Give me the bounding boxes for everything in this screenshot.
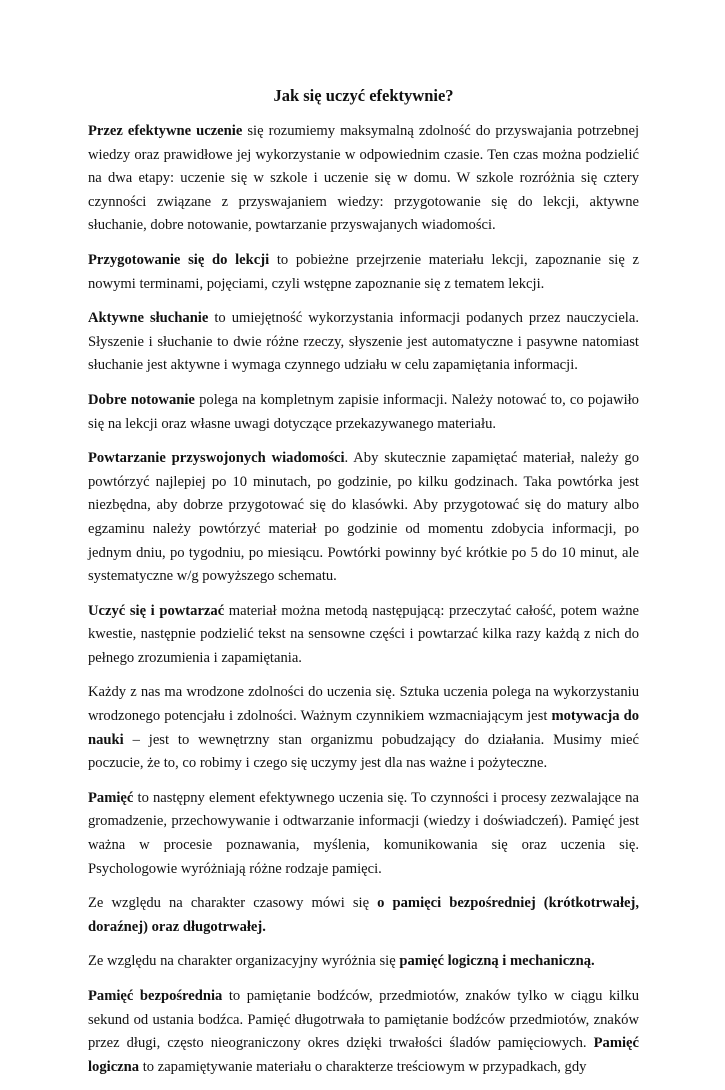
text-run: Ze względu na charakter organizacyjny wyróżnia się [88, 953, 400, 970]
text-run: to pobieżne przejrzenie materiału lekcji, zapoznanie się z nowymi terminami, pojęciami, czyli wstępne zapoznanie się z tematem lekcji. [88, 251, 639, 292]
text-run: . Aby skutecznie zapamiętać materiał, należy go powtórzyć najlepiej po 10 minutach, po godzinie, po kilku godzinach. Taka powtórka jest niezbędna, aby dobrze przygotować się do klasówki. Aby przygotować się do matury albo egzaminu należy powtórzyć materiał po godzinie od momentu zdobycia informacji, po jednym dniu, po tygodniu, po miesiącu. Powtórki powinny być krótkie po 5 do 10 minut, ale systematyczne w/g powyższego schematu. [88, 450, 639, 585]
paragraph [88, 787, 639, 881]
text-run: to pamiętanie bodźców, przedmiotów, znaków tylko w ciągu kilku sekund od ustania bodźca. Pamięć długotrwała to pamiętanie bodźców przedmiotów, znaków przez długi, często nieograniczony okres dzięki trwałości śladów pamięciowych. [88, 988, 639, 1052]
paragraph [88, 950, 639, 974]
bold-text: Uczyć się i powtarzać [88, 602, 225, 619]
bold-text: Przygotowanie się do lekcji [88, 251, 270, 268]
bold-text: Pamięć logiczna [88, 1035, 639, 1075]
bold-text: Powtarzanie przyswojonych wiadomości [88, 450, 345, 467]
text-run: polega na kompletnym zapisie informacji. Należy notować to, co pojawiło się na lekcji oraz własne uwagi dotyczące przekazywanego materiału. [88, 391, 639, 432]
bold-text: o pamięci bezpośredniej (krótkotrwałej, doraźnej) oraz długotrwałej. [88, 895, 640, 935]
bold-text: motywacja do nauki [88, 708, 639, 748]
text-run: to zapamiętywanie materiału o charakterze treściowym w przypadkach, gdy [139, 1058, 587, 1075]
text-run: Ze względu na charakter czasowy mówi się [88, 895, 378, 912]
document-body [88, 120, 639, 1079]
text-run: materiał można metodą następującą: przeczytać całość, potem ważne kwestie, następnie podzielić tekst na sensowne części i powtarzać kilka razy każdą z nich do pełnego zrozumienia i zapamiętania. [88, 602, 640, 666]
paragraph [88, 447, 639, 589]
bold-text: pamięć logiczną i mechaniczną. [399, 953, 595, 970]
text-run: to następny element efektywnego uczenia się. To czynności i procesy zezwalające na gromadzenie, przechowywanie i odtwarzanie informacji (wiedzy i doświadczeń). Pamięć jest ważna w procesie poznawania, myślenia, komunikowania się oraz uczenia się. Psychologowie wyróżniają różne rodzaje pamięci. [88, 789, 639, 877]
text-run: to umiejętność wykorzystania informacji podanych przez nauczyciela. Słyszenie i słuchanie to dwie różne rzeczy, słyszenie jest automatyczne i pasywne natomiast słuchanie jest aktywne i wymaga czynnego udziału w celu zapamiętania informacji. [88, 310, 639, 374]
paragraph [88, 120, 639, 238]
bold-text: Pamięć [88, 789, 134, 806]
bold-text: Pamięć bezpośrednia [88, 988, 223, 1004]
paragraph [88, 985, 639, 1079]
document-title: Jak się uczyć efektywnie? [273, 86, 454, 105]
bold-text: Aktywne słuchanie [88, 310, 209, 327]
bold-text: Dobre notowanie [88, 391, 195, 408]
paragraph [88, 892, 639, 939]
paragraph [88, 389, 639, 436]
text-run: Każdy z nas ma wrodzone zdolności do uczenia się. Sztuka uczenia polega na wykorzystaniu wrodzonego potencjału i zdolności. Ważnym czynnikiem wzmacniającym jest [88, 684, 639, 725]
paragraph [88, 249, 639, 296]
text-run: – jest to wewnętrzny stan organizmu pobudzający do działania. Musimy mieć poczucie, że to, co robimy i czego się uczymy jest dla nas ważne i pożyteczne. [88, 731, 639, 772]
paragraph [88, 600, 639, 671]
bold-text: Przez efektywne uczenie [88, 123, 243, 139]
paragraph [88, 307, 639, 378]
paragraph [88, 681, 639, 775]
text-run: się rozumiemy maksymalną zdolność do przyswajania potrzebnej wiedzy oraz prawidłowe jej wykorzystanie w odpowiednim czasie. Ten czas można podzielić na dwa etapy: uczenie się w szkole i uczenie się w domu. W szkole rozróżnia się cztery czynności związane z przyswajaniem wiedzy: przygotowanie się do lekcji, aktywne słuchanie, dobre notowanie, powtarzanie przyswajanych wiadomości. [88, 123, 639, 234]
document-page [88, 84, 639, 1090]
